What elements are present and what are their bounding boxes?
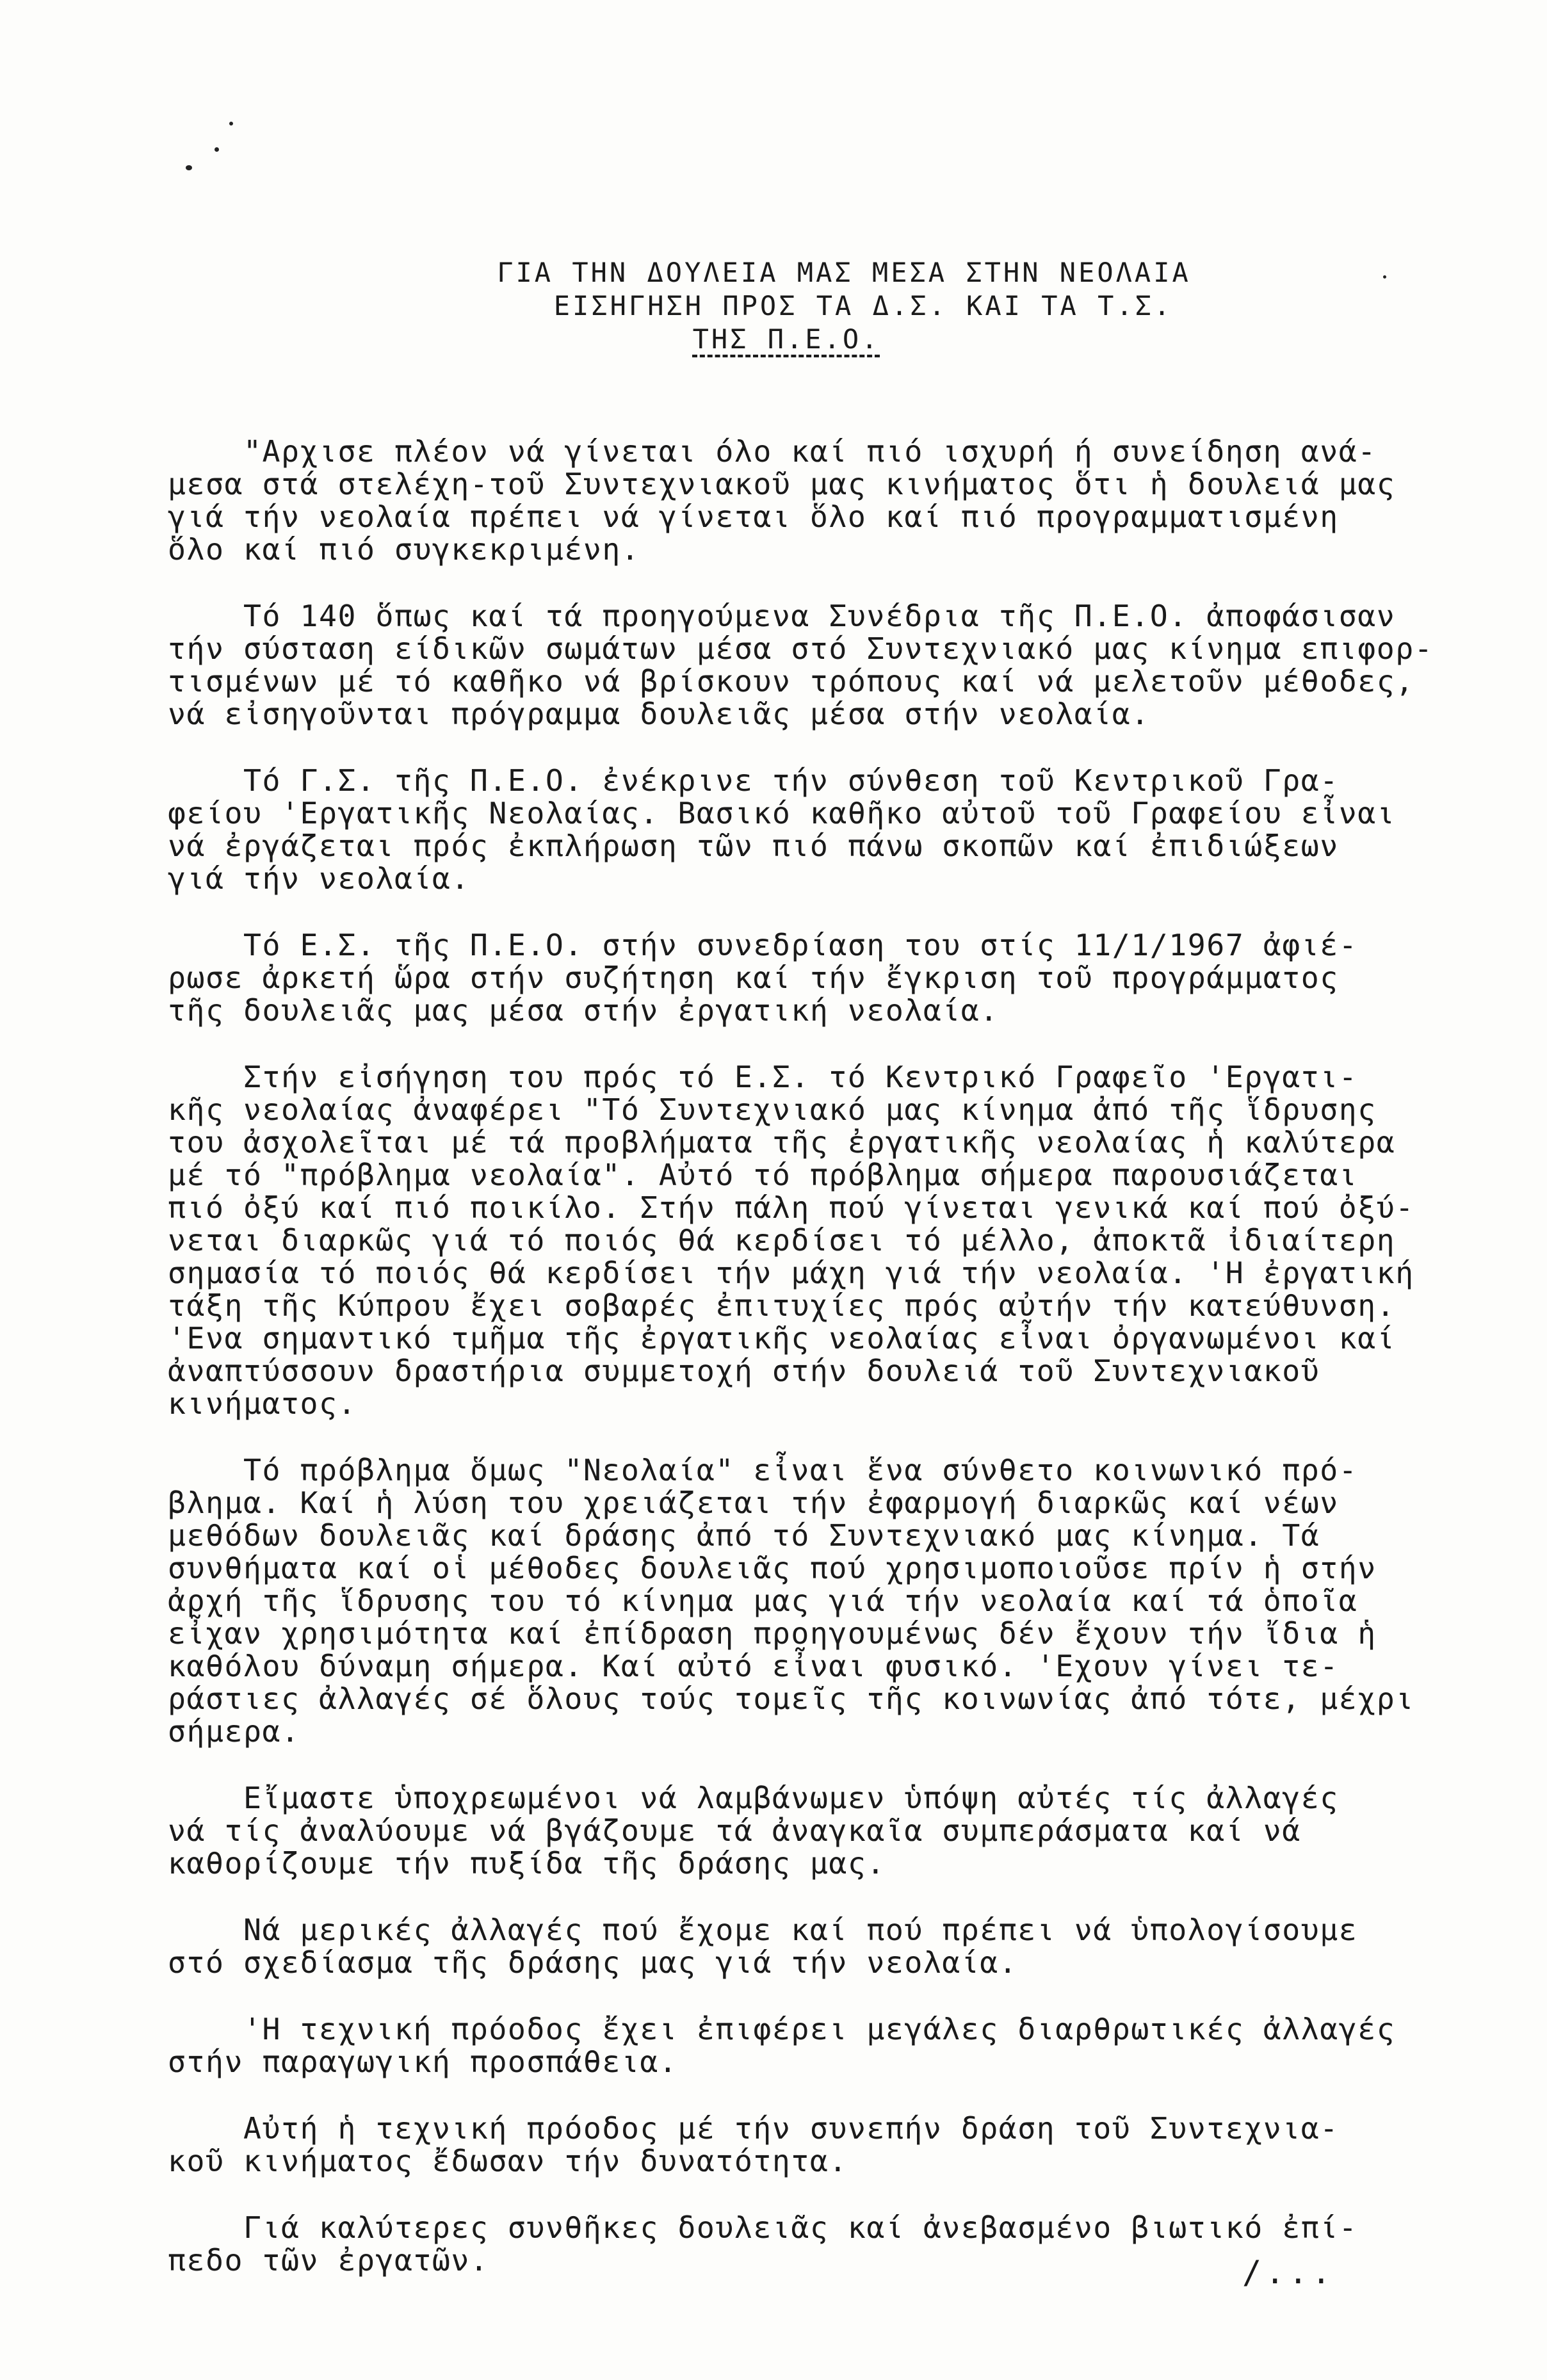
paragraph: 'Η τεχνική πρόοδος ἔχει ἐπιφέρει μεγάλες διαρθρωτικές ἀλλαγές στήν παραγωγική προσπάθεια. <box>168 2012 1396 2079</box>
paragraph: Αὐτή ἡ τεχνική πρόοδος μέ τήν συνεπήν δράση τοῦ Συντεχνια- κοῦ κινήματος ἔδωσαν τήν δυνατότητα. <box>168 2111 1339 2178</box>
paragraph: Τό 140 ὅπως καί τά προηγούμενα Συνέδρια τῆς Π.Ε.Ο. ἀποφάσισαν τήν σύσταση είδικῶν σωμάτων μέσα στό Συντεχνιακό μας κίνημα επιφορ- τισμένων μέ τό καθῆκο νά βρίσκουν τρόπους καί νά μελετοῦν μέθοδες, νά εἰσηγοῦνται πρόγραμμα δουλειᾶς μέσα στήν νεολαία. <box>168 599 1434 731</box>
ink-speck <box>229 122 233 125</box>
paragraph: Νά μερικές ἀλλαγές πού ἔχομε καί πού πρέπει νά ὑπολογίσουμε στό σχεδίασμα τῆς δράσης μας γιά τήν νεολαία. <box>168 1913 1358 1980</box>
title-line-3: ΤΗΣ Π.Ε.Ο. <box>692 323 880 355</box>
paragraph: Στήν εἰσήγηση του πρός τό Ε.Σ. τό Κεντρικό Γραφεῖο 'Εργατι- κῆς νεολαίας ἀναφέρει "Τό Συντεχνιακό μας κίνημα ἀπό τῆς ἵδρυσης του ἀσχολεῖται μέ τά προβλήματα τῆς ἐργατικῆς νεολαίας ἡ καλύτερα μέ τό "πρόβλημα νεολαία". Αὐτό τό πρόβλημα σήμερα παρουσιάζεται πιό ὀξύ καί πιό ποικίλο. Στήν πάλη πού γίνεται γενικά καί πού ὀξύ- νεται διαρκῶς γιά τό ποιός θά κερδίσει τό μέλλο, ἀποκτᾶ ἰδιαίτερη σημασία τό ποιός θά κερδίσει τήν μάχη γιά τήν νεολαία. 'Η ἐργατική τάξη τῆς Κύπρου ἔχει σοβαρές ἐπιτυχίες πρός αὐτήν τήν κατεύθυνση. 'Ενα σημαντικό τμῆμα τῆς ἐργατικῆς νεολαίας εἶναι ὀργανωμένοι καί ἀναπτύσσουν δραστήρια συμμετοχή στήν δουλειά τοῦ Συντεχνιακοῦ κινήματος. <box>168 1060 1414 1421</box>
paragraph: Γιά καλύτερες συνθῆκες δουλειᾶς καί ἀνεβασμένο βιωτικό ἐπί- πεδο τῶν ἐργατῶν. <box>168 2210 1358 2278</box>
paragraph: Εἴμαστε ὑποχρεωμένοι νά λαμβάνωμεν ὑπόψη αὐτές τίς ἀλλαγές νά τίς ἀναλύουμε νά βγάζουμε τά ἀναγκαῖα συμπεράσματα καί νά καθορίζουμε τήν πυξίδα τῆς δράσης μας. <box>168 1781 1339 1881</box>
title-line-2: ΕΙΣΗΓΗΣΗ ΠΡΟΣ ΤΑ Δ.Σ. ΚΑΙ ΤΑ Τ.Σ. <box>553 290 1173 321</box>
ink-speck <box>186 165 192 170</box>
document-body <box>168 435 1480 2311</box>
paragraph: Τό Ε.Σ. τῆς Π.Ε.Ο. στήν συνεδρίαση του στίς 11/1/1967 ἀφιέ- ρωσε ἀρκετή ὥρα στήν συζήτηση καί τήν ἔγκριση τοῦ προγράμματος τῆς δουλειᾶς μας μέσα στήν ἐργατική νεολαία. <box>168 928 1358 1028</box>
title-line-1: ΓΙΑ ΤΗΝ ΔΟΥΛΕΙΑ ΜΑΣ ΜΕΣΑ ΣΤΗΝ ΝΕΟΛΑΙΑ <box>497 257 1191 288</box>
document-title <box>0 256 1547 356</box>
paragraph: Τό Γ.Σ. τῆς Π.Ε.Ο. ἐνέκρινε τήν σύνθεση τοῦ Κεντρικοῦ Γρα- φείου 'Εργατικῆς Νεολαίας. Βασικό καθῆκο αὐτοῦ τοῦ Γραφείου εἶναι νά ἐργάζεται πρός ἐκπλήρωση τῶν πιό πάνω σκοπῶν καί ἐπιδιώξεων γιά τήν νεολαία. <box>168 763 1396 896</box>
paragraph: Τό πρόβλημα ὅμως "Νεολαία" εἶναι ἕνα σύνθετο κοινωνικό πρό- βλημα. Καί ἡ λύση του χρειάζεται τήν ἐφαρμογή διαρκῶς καί νέων μεθόδων δουλειᾶς καί δράσης ἀπό τό Συντεχνιακό μας κίνημα. Τά συνθήματα καί οἱ μέθοδες δουλειᾶς πού χρησιμοποιοῦσε πρίν ἡ στήν ἀρχή τῆς ἵδρυσης του τό κίνημα μας γιά τήν νεολαία καί τά ὁποῖα εἶχαν χρησιμότητα καί ἐπίδραση προηγουμένως δέν ἔχουν τήν ἴδια ἡ καθόλου δύναμη σήμερα. Καί αὐτό εἶναι φυσικό. 'Εχουν γίνει τε- ράστιες ἀλλαγές σέ ὅλους τούς τομεῖς τῆς κοινωνίας ἀπό τότε, μέχρι σήμερα. <box>168 1453 1414 1749</box>
continuation-mark: /... <box>1242 2254 1335 2291</box>
ink-speck <box>215 147 219 152</box>
paragraph: "Αρχισε πλέον νά γίνεται όλο καί πιό ισχυρή ή συνείδηση ανά- μεσα στά στελέχη-τοῦ Συντεχνιακοῦ μας κινήματος ὅτι ἡ δουλειά μας γιά τήν νεολαία πρέπει νά γίνεται ὅλο καί πιό προγραμματισμένη ὅλο καί πιό συγκεκριμένη. <box>168 434 1396 567</box>
